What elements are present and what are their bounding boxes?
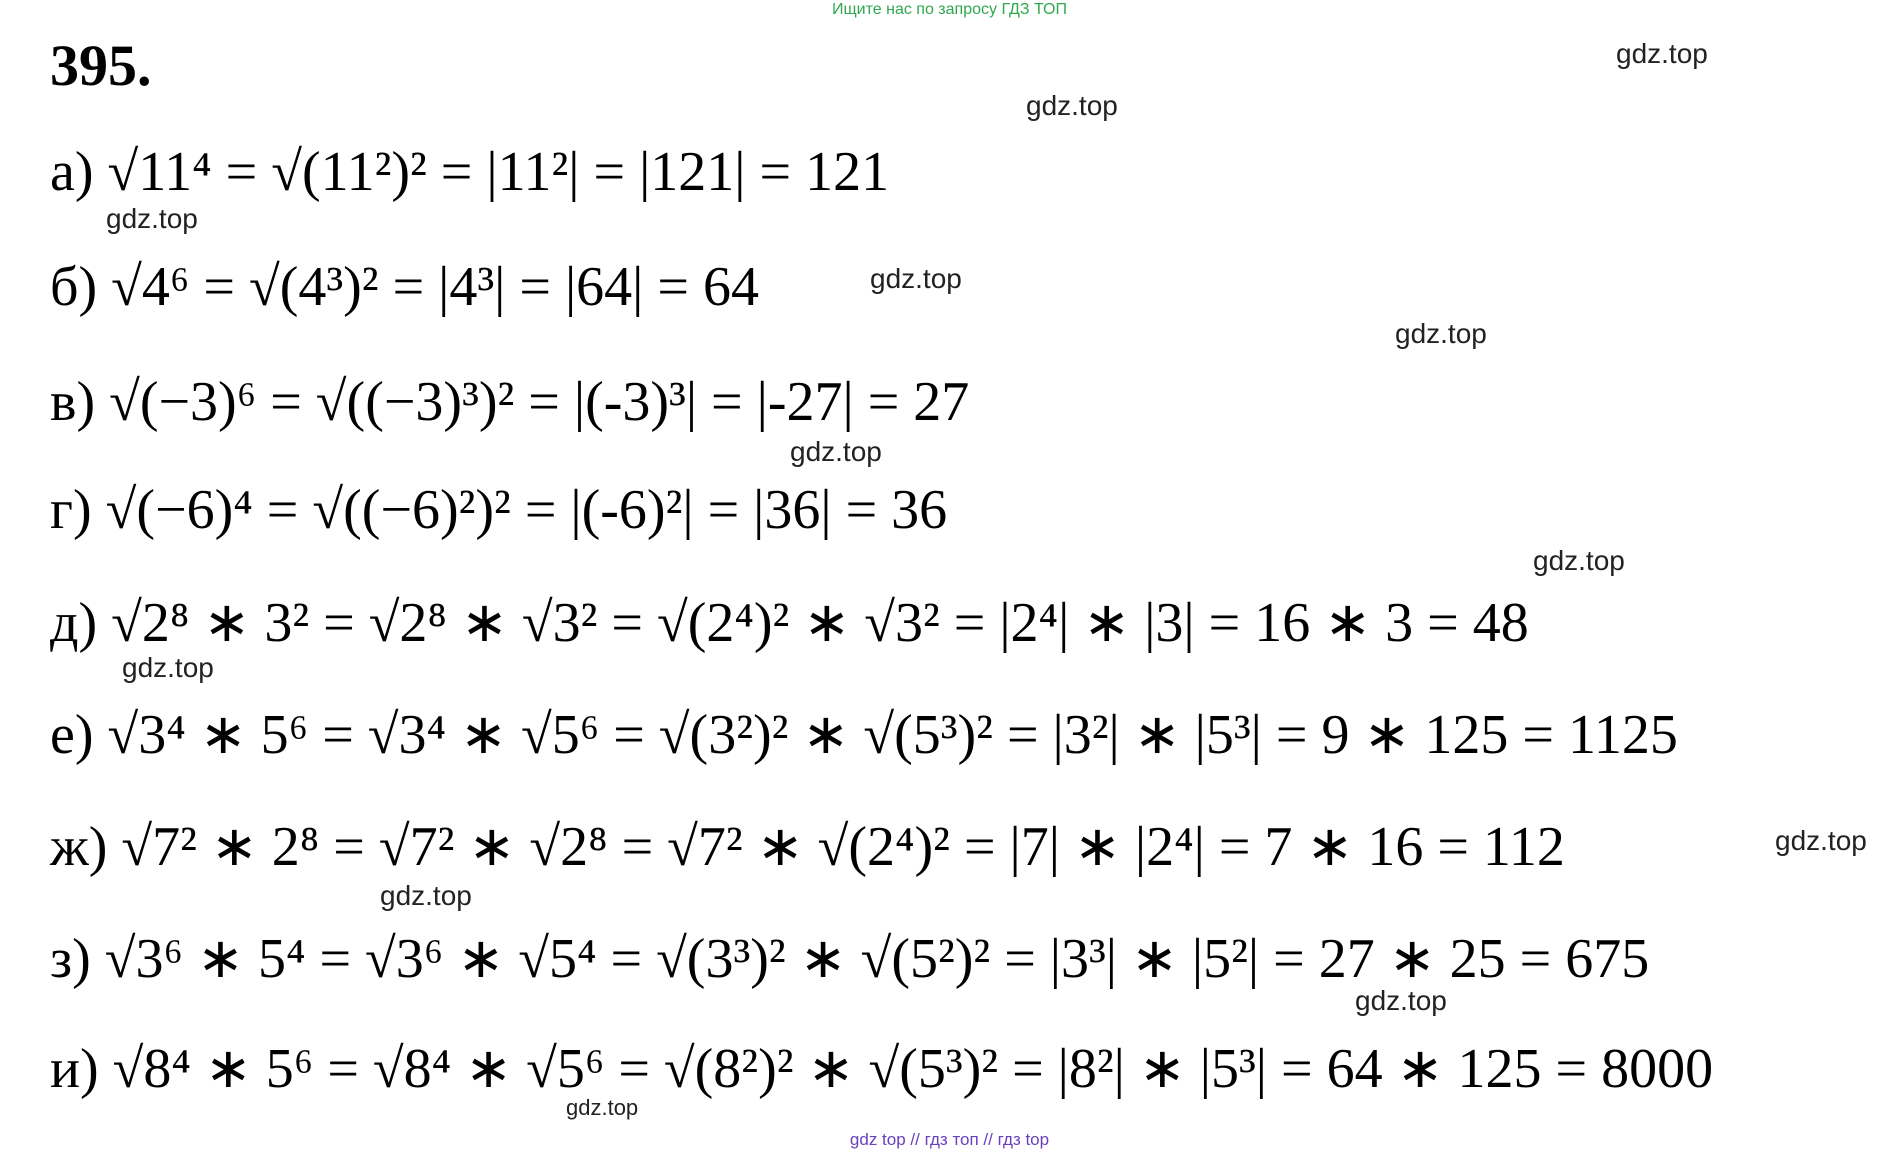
footer-links: gdz top // гдз топ // гдз top — [849, 1130, 1050, 1149]
watermark: gdz.top — [1775, 825, 1867, 856]
equation-a: а) √11⁴ = √(11²)² = |11²| = |121| = 121 — [50, 141, 890, 203]
equation-v: в) √(−3)⁶ = √((−3)³)² = |(-3)³| = |-27| = 27 — [50, 371, 970, 433]
watermark: gdz.top — [566, 1095, 639, 1120]
watermark: gdz.top — [790, 436, 882, 467]
watermark: gdz.top — [106, 203, 198, 234]
watermark: gdz.top — [1533, 545, 1625, 576]
problem-number: 395. — [50, 33, 152, 98]
watermark: gdz.top — [122, 652, 214, 683]
top-banner: Ищите нас по запросу ГДЗ ТОП — [832, 1, 1067, 18]
equation-z: з) √3⁶ ∗ 5⁴ = √3⁶ ∗ √5⁴ = √(3³)² ∗ √(5²)² = |3³| ∗ |5²| = 27 ∗ 25 = 675 — [50, 928, 1650, 990]
watermark: gdz.top — [1026, 90, 1118, 121]
equation-e: е) √3⁴ ∗ 5⁶ = √3⁴ ∗ √5⁶ = √(3²)² ∗ √(5³)² = |3²| ∗ |5³| = 9 ∗ 125 = 1125 — [50, 704, 1678, 766]
watermark: gdz.top — [1395, 318, 1487, 349]
equation-zh: ж) √7² ∗ 2⁸ = √7² ∗ √2⁸ = √7² ∗ √(2⁴)² = |7| ∗ |2⁴| = 7 ∗ 16 = 112 — [50, 816, 1565, 878]
equation-i: и) √8⁴ ∗ 5⁶ = √8⁴ ∗ √5⁶ = √(8²)² ∗ √(5³)² = |8²| ∗ |5³| = 64 ∗ 125 = 8000 — [50, 1038, 1714, 1100]
equation-b: б) √4⁶ = √(4³)² = |4³| = |64| = 64 — [50, 256, 759, 318]
watermark: gdz.top — [1355, 985, 1447, 1016]
watermark: gdz.top — [380, 880, 472, 911]
equation-d: д) √2⁸ ∗ 3² = √2⁸ ∗ √3² = √(2⁴)² ∗ √3² = |2⁴| ∗ |3| = 16 ∗ 3 = 48 — [50, 592, 1529, 654]
watermark: gdz.top — [870, 263, 962, 294]
equation-g: г) √(−6)⁴ = √((−6)²)² = |(-6)²| = |36| = 36 — [50, 479, 948, 541]
watermark: gdz.top — [1616, 38, 1708, 69]
